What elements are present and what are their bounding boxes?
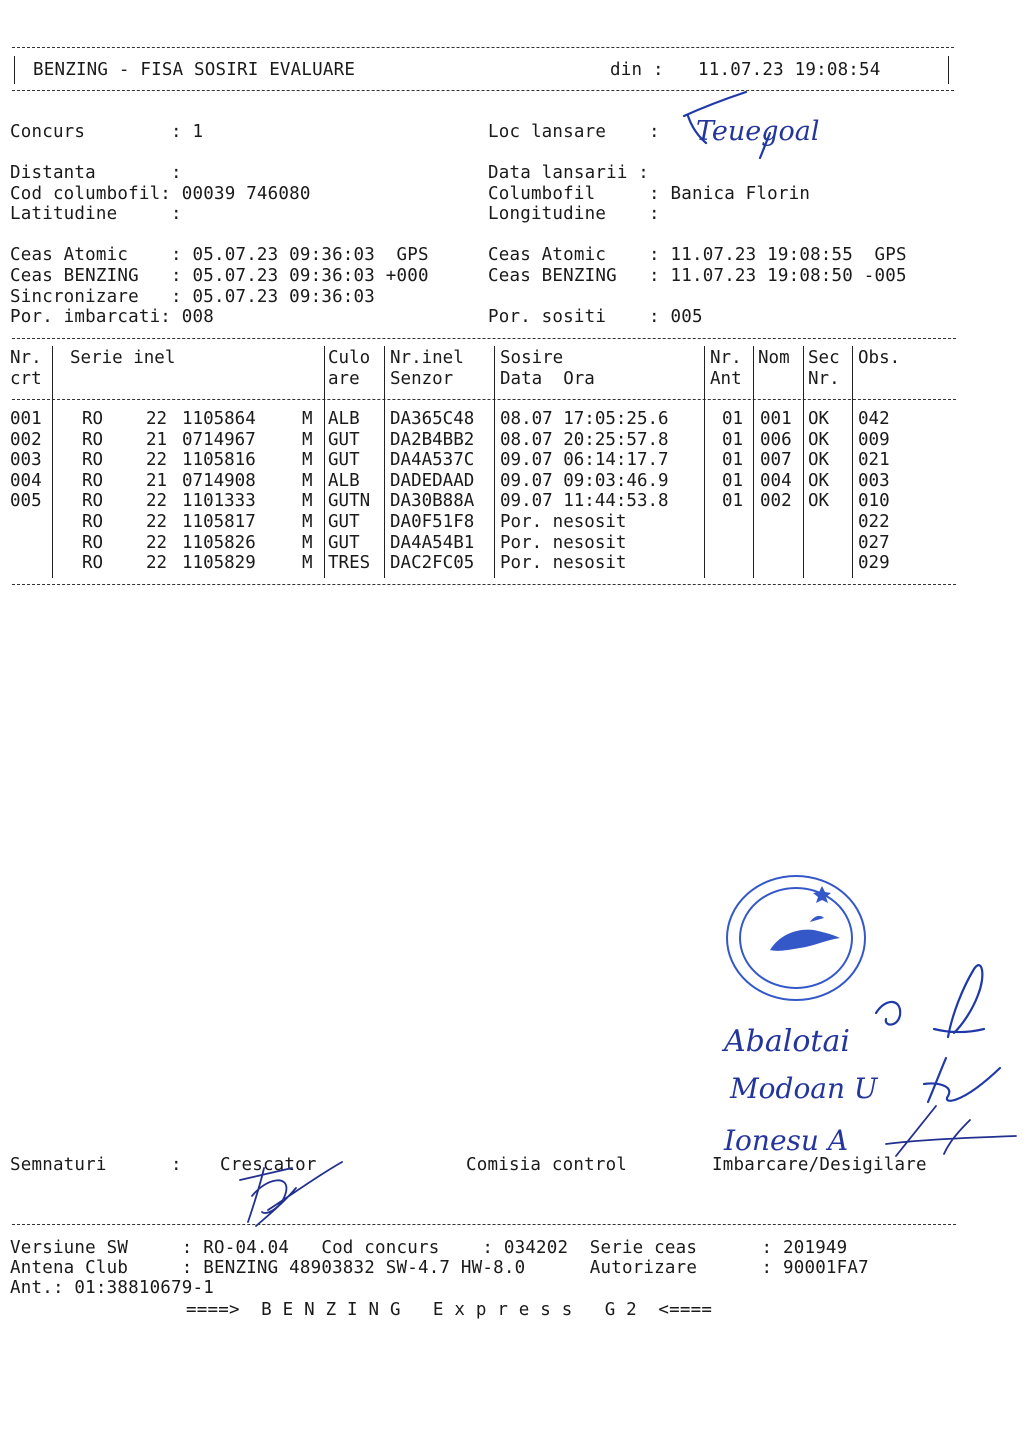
footer-line-2: Antena Club : BENZING 48903832 SW-4.7 HW-8.0 Autorizare : 90001FA7 <box>10 1258 869 1278</box>
row-ring-number: 1105829 <box>182 553 256 574</box>
table-header-cell: crt <box>10 368 42 389</box>
row-year: 22 <box>146 512 168 532</box>
row-ring-number: 1101333 <box>182 491 256 512</box>
row-ring-number: 0714967 <box>182 429 256 450</box>
row-country: RO <box>82 553 104 574</box>
row-obs: 021 <box>858 450 890 471</box>
row-sec: OK <box>808 429 830 450</box>
row-nr-crt: 001 <box>10 409 42 429</box>
row-arrival: 09.07 09:03:46.9 <box>500 470 669 491</box>
row-year: 22 <box>146 491 168 512</box>
signature-crescator <box>230 1148 350 1230</box>
signature-commission-1 <box>716 955 1006 1060</box>
row-year: 21 <box>146 470 168 491</box>
svg-text:Modoan U: Modoan U <box>730 1072 878 1105</box>
row-sensor: DAC2FC05 <box>390 553 475 574</box>
row-color: TRES <box>328 553 371 574</box>
row-sex: M <box>302 553 313 574</box>
table-header-cell: Sosire <box>500 348 564 368</box>
footer-top-border <box>12 1224 956 1225</box>
row-arrival: Por. nesosit <box>500 512 627 532</box>
signature-commission-3 <box>718 1100 1018 1160</box>
row-arrival: Por. nesosit <box>500 532 627 553</box>
signatures-label: Semnaturi : <box>10 1155 182 1175</box>
row-arrival: 08.07 20:25:57.8 <box>500 429 669 450</box>
table-column-separator <box>803 346 804 578</box>
row-ring-number: 1105826 <box>182 532 256 553</box>
svg-text:Ionesu A: Ionesu A <box>724 1124 849 1157</box>
row-year: 22 <box>146 532 168 553</box>
row-color: GUT <box>328 450 360 471</box>
table-column-separator <box>494 346 495 578</box>
table-column-separator <box>704 346 705 578</box>
distanta-line: Distanta : <box>10 163 182 183</box>
cod-columbofil-line: Cod columbofil: 00039 746080 <box>10 184 311 204</box>
table-header-cell: Serie inel <box>70 348 176 368</box>
table-header-cell: Nr. <box>10 348 42 368</box>
row-nom: 002 <box>760 491 792 512</box>
row-sec: OK <box>808 491 830 512</box>
table-header-border <box>12 399 956 400</box>
row-nom: 007 <box>760 450 792 471</box>
header-date-label: din : <box>610 60 664 80</box>
row-year: 21 <box>146 429 168 450</box>
row-nr-crt: 002 <box>10 429 42 450</box>
row-country: RO <box>82 409 104 429</box>
ceas-benzing-start-line: Ceas BENZING : 05.07.23 09:36:03 +000 <box>10 266 429 286</box>
table-header-cell: Sec <box>808 348 840 368</box>
row-sex: M <box>302 450 313 471</box>
row-sex: M <box>302 491 313 512</box>
row-nr-crt: 004 <box>10 470 42 491</box>
row-arrival: 09.07 11:44:53.8 <box>500 491 669 512</box>
row-sensor: DA30B88A <box>390 491 475 512</box>
row-obs: 027 <box>858 532 890 553</box>
row-ring-number: 0714908 <box>182 470 256 491</box>
row-color: GUT <box>328 512 360 532</box>
row-nom: 001 <box>760 409 792 429</box>
row-obs: 003 <box>858 470 890 491</box>
row-nom: 004 <box>760 470 792 491</box>
row-sensor: DA365C48 <box>390 409 475 429</box>
table-header-cell: Ant <box>710 368 742 389</box>
columbofil-line: Columbofil : Banica Florin <box>488 184 811 204</box>
loc-lansare-line: Loc lansare : <box>488 122 660 142</box>
row-obs: 010 <box>858 491 890 512</box>
sincronizare-line: Sincronizare : 05.07.23 09:36:03 <box>10 287 376 307</box>
header-right-border <box>948 56 949 84</box>
row-year: 22 <box>146 450 168 471</box>
row-sex: M <box>302 532 313 553</box>
footer-line-3: Ant.: 01:38810679-1 <box>10 1278 214 1298</box>
table-header-cell: Data Ora <box>500 368 595 389</box>
row-country: RO <box>82 491 104 512</box>
row-sex: M <box>302 470 313 491</box>
row-antenna: 01 <box>722 450 744 471</box>
svg-text:Teuegoal: Teuegoal <box>696 116 820 147</box>
longitudine-line: Longitudine : <box>488 204 660 224</box>
table-top-border <box>12 338 956 339</box>
row-sec: OK <box>808 470 830 491</box>
row-nr-crt: 003 <box>10 450 42 471</box>
table-header-cell: Nr. <box>710 348 742 368</box>
row-obs: 022 <box>858 512 890 532</box>
row-country: RO <box>82 532 104 553</box>
imbarcare-label: Imbarcare/Desigilare <box>712 1155 927 1175</box>
table-column-separator <box>384 346 385 578</box>
row-antenna: 01 <box>722 429 744 450</box>
row-obs: 009 <box>858 429 890 450</box>
header-date-value: 11.07.23 19:08:54 <box>698 60 881 80</box>
row-antenna: 01 <box>722 470 744 491</box>
table-header-cell: Culo <box>328 348 371 368</box>
row-antenna: 01 <box>722 409 744 429</box>
row-obs: 042 <box>858 409 890 429</box>
row-obs: 029 <box>858 553 890 574</box>
concurs-line: Concurs : 1 <box>10 122 204 142</box>
row-nr-crt: 005 <box>10 491 42 512</box>
ceas-atomic-end-line: Ceas Atomic : 11.07.23 19:08:55 GPS <box>488 245 907 265</box>
row-country: RO <box>82 470 104 491</box>
row-sex: M <box>302 429 313 450</box>
table-header-cell: Nom <box>758 348 790 368</box>
row-color: ALB <box>328 470 360 491</box>
header-left-border <box>14 56 15 84</box>
comisia-label: Comisia control <box>466 1155 628 1175</box>
row-arrival: 09.07 06:14:17.7 <box>500 450 669 471</box>
row-sec: OK <box>808 409 830 429</box>
row-country: RO <box>82 450 104 471</box>
table-header-cell: Nr. <box>808 368 840 389</box>
row-sensor: DA4A537C <box>390 450 475 471</box>
row-sensor: DA4A54B1 <box>390 532 475 553</box>
row-ring-number: 1105816 <box>182 450 256 471</box>
table-header-cell: Senzor <box>390 368 454 389</box>
row-color: GUTN <box>328 491 371 512</box>
table-column-separator <box>852 346 853 578</box>
table-header-cell: Obs. <box>858 348 901 368</box>
footer-banner: ====> B E N Z I N G E x p r e s s G 2 <==== <box>186 1300 713 1320</box>
table-column-separator <box>324 346 325 578</box>
row-sensor: DA0F51F8 <box>390 512 475 532</box>
row-year: 22 <box>146 409 168 429</box>
table-bottom-border <box>12 584 956 585</box>
header-title: BENZING - FISA SOSIRI EVALUARE <box>33 60 356 80</box>
por-sositi-line: Por. sositi : 005 <box>488 307 703 327</box>
loc-lansare-handwriting <box>676 88 876 178</box>
header-top-border <box>12 47 954 48</box>
row-arrival: 08.07 17:05:25.6 <box>500 409 669 429</box>
row-ring-number: 1105864 <box>182 409 256 429</box>
crescator-label: Crescator <box>220 1155 317 1175</box>
row-sensor: DADEDAAD <box>390 470 475 491</box>
row-sex: M <box>302 409 313 429</box>
latitudine-line: Latitudine : <box>10 204 182 224</box>
row-country: RO <box>82 512 104 532</box>
data-lansarii-line: Data lansarii : <box>488 163 650 183</box>
row-sex: M <box>302 512 313 532</box>
row-color: GUT <box>328 532 360 553</box>
row-sec: OK <box>808 450 830 471</box>
pigeon-icon <box>770 916 840 951</box>
row-color: GUT <box>328 429 360 450</box>
svg-text:Abalotai: Abalotai <box>724 1024 850 1059</box>
por-imbarcati-line: Por. imbarcati: 008 <box>10 307 214 327</box>
ceas-atomic-start-line: Ceas Atomic : 05.07.23 09:36:03 GPS <box>10 245 429 265</box>
row-country: RO <box>82 429 104 450</box>
row-color: ALB <box>328 409 360 429</box>
row-year: 22 <box>146 553 168 574</box>
row-sensor: DA2B4BB2 <box>390 429 475 450</box>
table-header-cell: are <box>328 368 360 389</box>
row-ring-number: 1105817 <box>182 512 256 532</box>
row-arrival: Por. nesosit <box>500 553 627 574</box>
row-antenna: 01 <box>722 491 744 512</box>
row-nom: 006 <box>760 429 792 450</box>
table-header-cell: Nr.inel <box>390 348 464 368</box>
table-column-separator <box>753 346 754 578</box>
table-column-separator <box>52 346 53 578</box>
footer-line-1: Versiune SW : RO-04.04 Cod concurs : 034202 Serie ceas : 201949 <box>10 1238 848 1258</box>
ceas-benzing-end-line: Ceas BENZING : 11.07.23 19:08:50 -005 <box>488 266 907 286</box>
